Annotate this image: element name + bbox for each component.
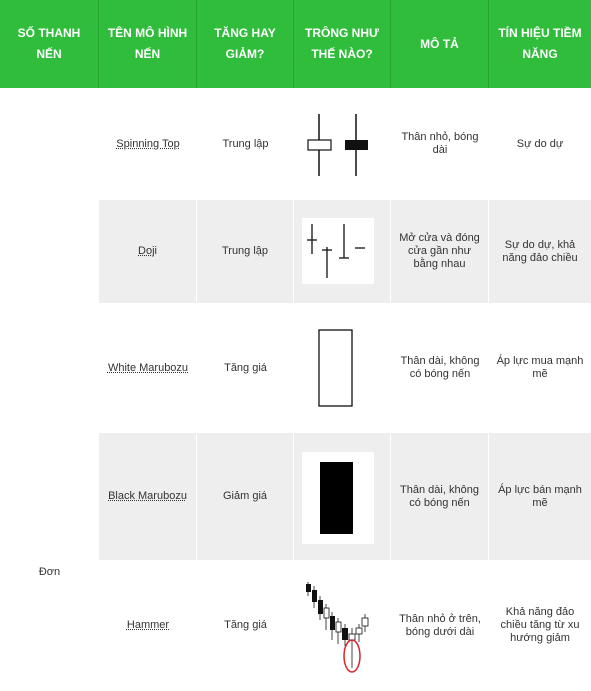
description-cell: Thân dài, không có bóng nến [400,483,479,509]
header-signal: TÍN HIỆU TIỀM NĂNG [498,26,582,61]
header-appearance: TRÔNG NHƯ THẾ NÀO? [294,0,391,88]
table-row [0,433,591,560]
signal-cell: Sự do dự, khả năng đảo chiều [502,238,578,264]
black-marubozu-icon [294,433,390,560]
pattern-name-link[interactable]: Hammer [126,619,170,631]
pattern-name-link[interactable]: White Marubozu [107,361,189,374]
description-cell: Thân dài, không có bóng nến [400,355,480,380]
doji-icon [294,200,390,303]
spinning-top-icon [294,88,391,200]
direction-cell: Tăng giá [224,619,267,631]
table-header [0,0,591,88]
header-candle-count: SỐ THANH NẾN [0,0,99,88]
table-row [0,88,591,200]
table-row [0,200,591,303]
description-cell: Thân nhỏ, bóng dài [401,131,479,156]
direction-cell: Giảm giá [222,490,268,502]
direction-cell: Tăng giá [224,361,267,374]
hammer-chart-icon [294,560,391,691]
direction-cell: Trung lập [221,245,269,257]
direction-cell: Trung lập [222,137,269,150]
signal-cell: Khả năng đảo chiều tăng từ xu hướng giảm [500,606,580,644]
pattern-name-link[interactable]: Spinning Top [116,137,180,150]
signal-cell: Sự do dự [516,137,564,150]
pattern-name-link[interactable]: Doji [138,245,157,257]
header-direction: TĂNG HAY GIẢM? [197,0,294,88]
white-marubozu-icon [294,303,391,433]
table-row [0,303,591,433]
table-row [0,560,591,691]
signal-cell: Áp lực bán mạnh mẽ [498,483,582,509]
header-pattern-name: TÊN MÔ HÌNH NẾN [99,0,197,88]
description-cell: Mở cửa và đóng cửa gần như bằng nhau [399,232,480,270]
header-description: MÔ TẢ [391,0,489,88]
candle-count-cell: Đơn [38,565,61,578]
signal-cell: Áp lực mua mạnh mẽ [496,355,584,380]
description-cell: Thân nhỏ ở trên, bóng dưới dài [399,612,481,638]
pattern-name-link[interactable]: Black Marubozu [108,490,187,502]
